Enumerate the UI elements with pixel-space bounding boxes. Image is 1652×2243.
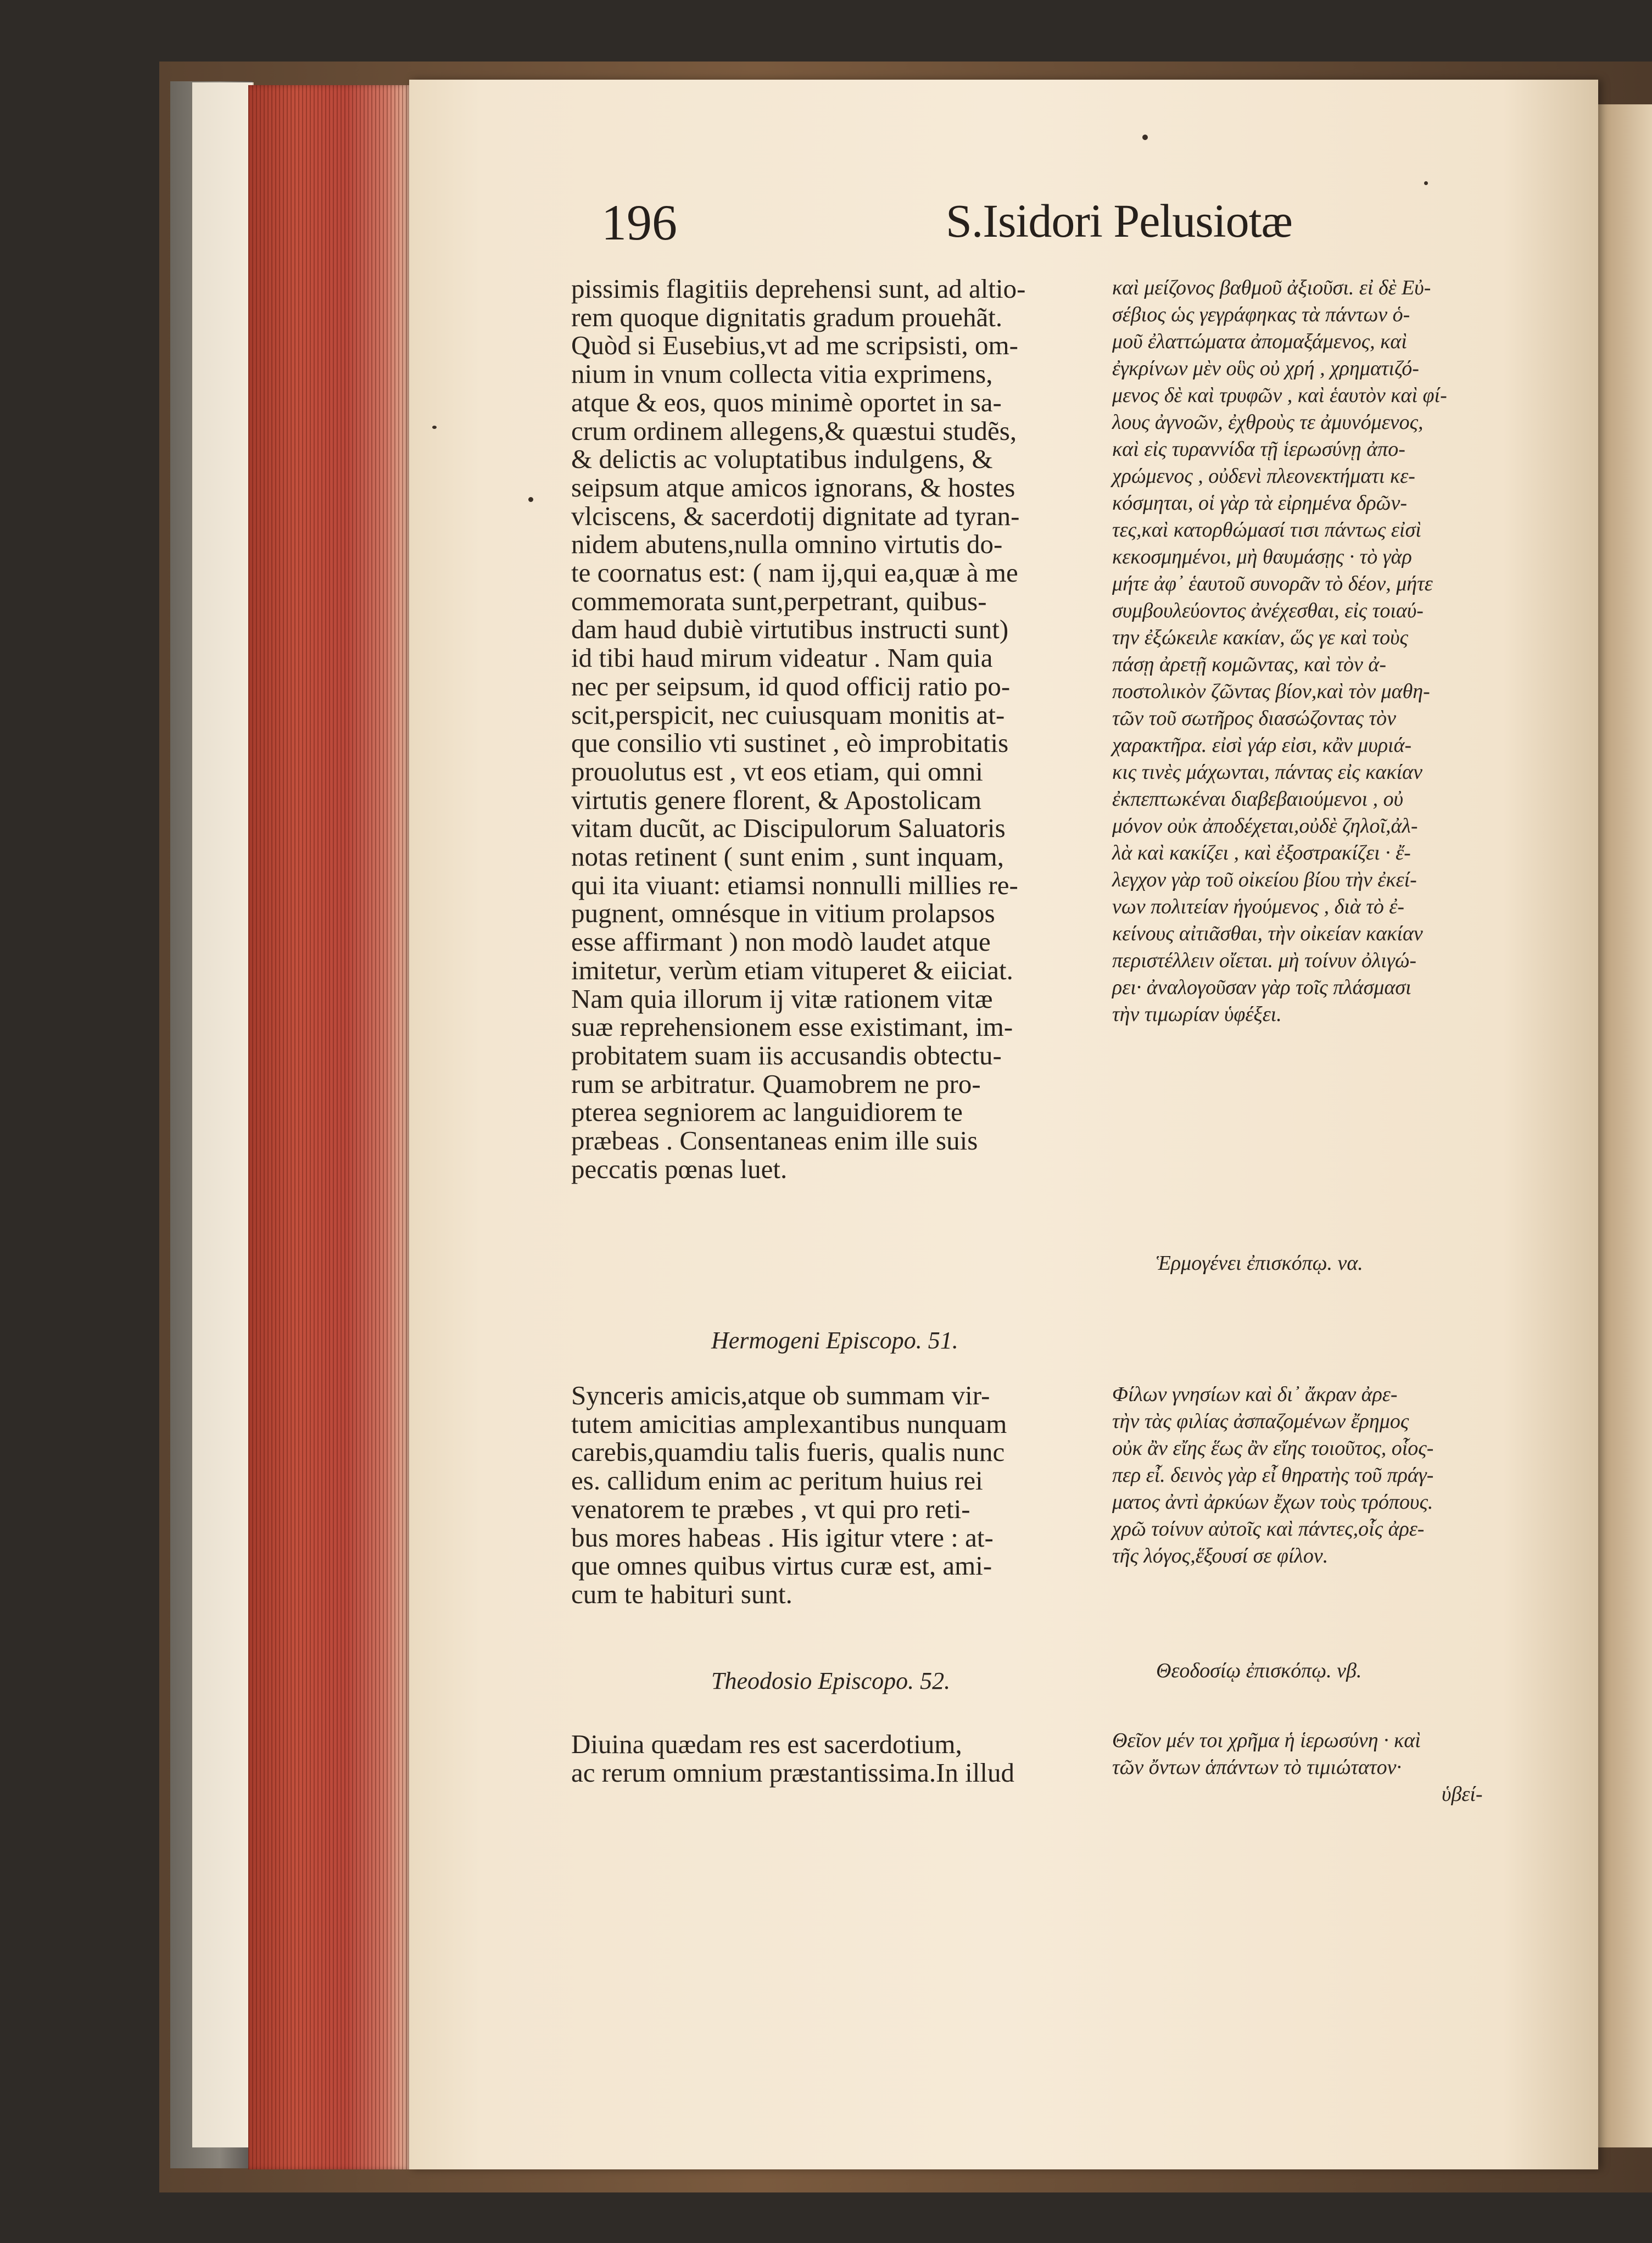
greek-line: συμβουλεύοντος ἀνέχεσθαι, εἰς τοιαύ- [1112, 599, 1424, 622]
greek-line: ἐκπεπτωκέναι διαβεβαιούμενοι , οὐ [1112, 788, 1404, 811]
greek-line: τὴν τιμωρίαν ὑφέξει. [1112, 1003, 1282, 1026]
greek-catchword: ὑβεί- [1442, 1783, 1483, 1806]
latin-line: Nam quia illorum ij vitæ rationem vitæ [571, 983, 993, 1014]
latin-line: vlciscens, & sacerdotij dignitate ad tyran- [571, 500, 1020, 531]
greek-line: κεκοσμημένοι, μὴ θαυμάσῃς · τὸ γὰρ [1112, 545, 1412, 568]
greek-line: μενος δὲ καὶ τρυφῶν , καὶ ἑαυτὸν καὶ φί- [1112, 384, 1447, 407]
latin-line: virtutis genere florent, & Apostolicam [571, 784, 982, 815]
latin-line: carebis,quamdiu talis fueris, qualis nunc [571, 1437, 1005, 1468]
greek-line: χρῶ τοίνυν αὐτοῖς καὶ πάντες,οἷς ἀρε- [1112, 1517, 1425, 1541]
latin-line: id tibi haud mirum videatur . Nam quia [571, 643, 993, 673]
latin-line: nidem abutens,nulla omnino virtutis do- [571, 529, 1003, 560]
latin-line: tutem amicitias amplexantibus nunquam [571, 1408, 1007, 1439]
greek-line: ποστολικὸν ζῶντας βίον,καὶ τὸν μαθη- [1112, 680, 1430, 703]
latin-line: bus mores habeas . His igitur vtere : at- [571, 1522, 994, 1553]
latin-line: imitetur, verùm etiam vituperet & eiiciat. [571, 955, 1013, 985]
folio-number: 196 [601, 194, 677, 250]
greek-line: περιστέλλειν οἴεται. μὴ τοίνυν ὀλιγώ- [1112, 949, 1416, 972]
greek-line: πάσῃ ἀρετῇ κομῶντας, καὶ τὸν ἀ- [1112, 653, 1386, 676]
latin-line: pterea segniorem ac languidiorem te [571, 1097, 963, 1128]
running-head: S.Isidori Pelusiotæ [946, 194, 1292, 247]
latin-line: notas retinent ( sunt enim , sunt inquam, [571, 841, 1004, 872]
greek-line: περ εἶ. δεινὸς γὰρ εἶ θηρατὴς τοῦ πράγ- [1112, 1464, 1434, 1487]
latin-line: nec per seipsum, id quod officij ratio po- [571, 671, 1011, 701]
greek-line: λὰ καὶ κακίζει , καὶ ἐξοστρακίζει · ἔ- [1112, 841, 1411, 864]
latin-line: pissimis flagitiis deprehensi sunt, ad altio- [571, 274, 1026, 304]
facing-page-edge [1595, 104, 1652, 2147]
latin-line: esse affirmant ) non modò laudet atque [571, 927, 991, 957]
greek-line: ἐγκρίνων μὲν οὓς οὐ χρή , χρηματιζό- [1112, 357, 1419, 380]
latin-line: nium in vnum collecta vitia exprimens, [571, 359, 993, 389]
latin-column-letter-50 [571, 275, 1093, 1184]
latin-line: rum se arbitratur. Quamobrem ne pro- [571, 1068, 981, 1099]
greek-line: μοῦ ἐλαττώματα ἀπομαξάμενος, καὶ [1112, 330, 1407, 353]
latin-line: commemorata sunt,perpetrant, quibus- [571, 585, 987, 616]
letter-51-greek-heading: Ἑρμογένει ἐπισκόπῳ. να. [1156, 1252, 1363, 1275]
greek-line: λους ἀγνοῶν, ἐχθροὺς τε ἀμυνόμενος, [1112, 411, 1424, 434]
greek-line: οὐκ ἂν εἴης ἕως ἂν εἴης τοιοῦτος, οἷος- [1112, 1437, 1434, 1460]
flyleaf [192, 82, 254, 2147]
greek-line: μόνον οὐκ ἀποδέχεται,οὐδὲ ζηλοῖ,ἀλ- [1112, 814, 1418, 838]
greek-line: καὶ μείζονος βαθμοῦ ἀξιοῦσι. εἰ δὲ Εὐ- [1112, 276, 1431, 299]
letter-51-latin-text [571, 1381, 1093, 1609]
greek-line: χρώμενος , οὐδενὶ πλεονεκτήματι κε- [1112, 465, 1415, 488]
greek-line: χαρακτῆρα. εἰσὶ γάρ εἰσι, κἂν μυριά- [1112, 734, 1412, 757]
greek-line: τῶν τοῦ σωτῆρος διασώζοντας τὸν [1112, 707, 1396, 730]
letter-51-greek-text [1112, 1381, 1497, 1570]
letter-52-latin-heading: Theodosio Episcopo. 52. [711, 1667, 951, 1694]
latin-line: præbeas . Consentaneas enim ille suis [571, 1125, 978, 1156]
latin-line: rem quoque dignitatis gradum prouehãt. [571, 302, 1003, 332]
red-page-edges [248, 85, 411, 2169]
letter-52-greek-text [1112, 1727, 1497, 1808]
latin-line: atque & eos, quos minimè oportet in sa- [571, 387, 1002, 417]
ink-speck [1142, 135, 1148, 140]
greek-line: τες,καὶ κατορθώμασί τισι πάντως εἰσὶ [1112, 518, 1421, 542]
latin-line: qui ita viuant: etiamsi nonnulli millies re- [571, 869, 1018, 900]
letter-52-latin-text [571, 1730, 1093, 1787]
latin-line: venatorem te præbes , vt qui pro reti- [571, 1493, 970, 1524]
ink-speck [1424, 181, 1428, 185]
latin-line: suæ reprehensionem esse existimant, im- [571, 1012, 1013, 1042]
latin-line: seipsum atque amicos ignorans, & hostes [571, 472, 1015, 503]
greek-line: καὶ εἰς τυραννίδα τῇ ἱερωσύνῃ ἀπο- [1112, 438, 1405, 461]
latin-line: probitatem suam iis accusandis obtectu- [571, 1040, 1002, 1070]
latin-line: Synceris amicis,atque ob summam vir- [571, 1380, 990, 1410]
greek-line: κόσμηται, οἱ γὰρ τὰ εἰρημένα δρῶν- [1112, 492, 1408, 515]
latin-line: pugnent, omnésque in vitium prolapsos [571, 898, 995, 929]
greek-line: κείνους αἰτιᾶσθαι, τὴν οἰκείαν κακίαν [1112, 922, 1423, 945]
latin-line: cum te habituri sunt. [571, 1578, 792, 1609]
latin-line: peccatis pœnas luet. [571, 1153, 788, 1184]
greek-line: μήτε ἀφ᾽ ἑαυτοῦ συνορᾶν τὸ δέον, μήτε [1112, 572, 1433, 595]
greek-line: τὴν τὰς φιλίας ἀσπαζομένων ἔρημος [1112, 1410, 1409, 1433]
latin-line: crum ordinem allegens,& quæstui studẽs, [571, 415, 1017, 446]
latin-line: prouolutus est , vt eos etiam, qui omni [571, 756, 983, 786]
ink-speck [432, 426, 437, 429]
latin-line: ac rerum omnium præstantissima.In illud [571, 1757, 1015, 1788]
greek-line: τῆς λόγος,ἕξουσί σε φίλον. [1112, 1544, 1329, 1567]
ink-speck [528, 497, 533, 502]
greek-line: κις τινὲς μάχωνται, πάντας εἰς κακίαν [1112, 761, 1422, 784]
letter-52-greek-heading: Θεοδοσίῳ ἐπισκόπῳ. νβ. [1156, 1659, 1362, 1682]
greek-line: λεγχον γὰρ τοῦ οἰκείου βίου τὴν ἐκεί- [1112, 868, 1417, 891]
latin-line: & delictis ac voluptatibus indulgens, & [571, 444, 993, 475]
greek-line: νων πολιτείαν ἡγούμενος , διὰ τὸ ἐ- [1112, 895, 1405, 918]
greek-line: Φίλων γνησίων καὶ δι᾽ ἄκραν ἀρε- [1112, 1383, 1398, 1406]
greek-line: ρει· ἀναλογοῦσαν γὰρ τοῖς πλάσμασι [1112, 976, 1411, 999]
greek-line: τῶν ὄντων ἁπάντων τὸ τιμιώτατον· [1112, 1756, 1402, 1779]
greek-line: την ἐξώκειλε κακίαν, ὥς γε καὶ τοὺς [1112, 626, 1408, 649]
latin-line: Diuina quædam res est sacerdotium, [571, 1729, 962, 1759]
latin-line: Quòd si Eusebius,vt ad me scripsisti, om- [571, 330, 1018, 361]
latin-line: scit,perspicit, nec cuiusquam monitis at- [571, 699, 1005, 730]
latin-line: dam haud dubiè virtutibus instructi sunt) [571, 614, 1009, 645]
greek-line: Θεῖον μέν τοι χρῆμα ἡ ἱερωσύνη · καὶ [1112, 1729, 1421, 1752]
greek-line: ματος ἀντὶ ἀρκύων ἔχων τοὺς τρόπους. [1112, 1491, 1433, 1514]
latin-line: es. callidum enim ac peritum huius rei [571, 1465, 983, 1496]
latin-line: que omnes quibus virtus curæ est, ami- [571, 1550, 992, 1581]
greek-column-letter-50 [1112, 275, 1497, 1028]
latin-line: que consilio vti sustinet , eò improbitatis [571, 728, 1009, 758]
letter-51-latin-heading: Hermogeni Episcopo. 51. [711, 1327, 958, 1354]
greek-line: σέβιος ὡς γεγράφηκας τὰ πάντων ὁ- [1112, 303, 1410, 326]
latin-line: vitam ducũt, ac Discipulorum Saluatoris [571, 813, 1006, 844]
latin-line: te coornatus est: ( nam ij,qui ea,quæ à me [571, 557, 1018, 588]
